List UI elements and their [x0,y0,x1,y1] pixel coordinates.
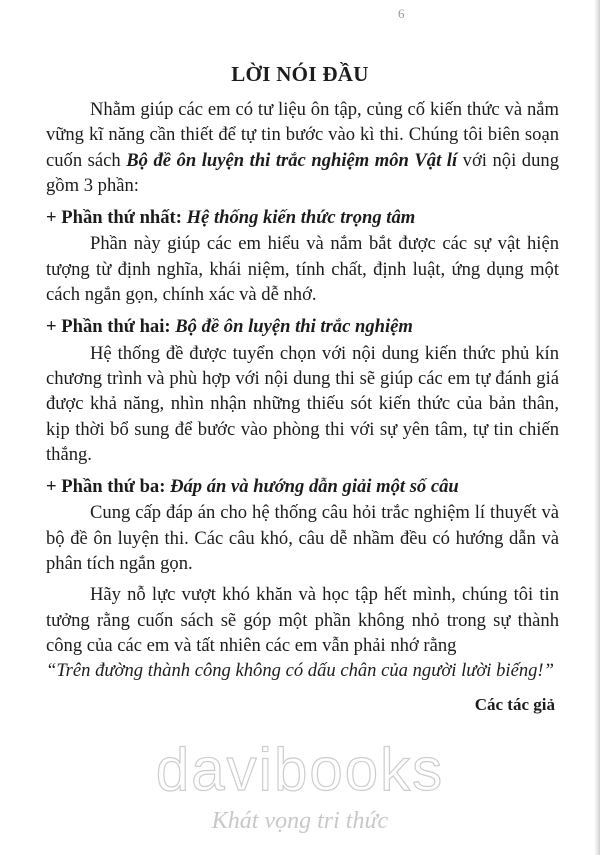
intro-tail: với nội dung gồm 3 phần: [46,149,559,196]
section-1-label: + Phần thứ nhất: [46,207,182,229]
author-signature: Các tác giả [474,694,555,714]
watermark-brand: davibooks [155,736,445,803]
closing-quote: “Trên đường thành công không có dấu chân của người lười biếng!” [46,660,554,682]
section-2-body: Hệ thống đề được tuyển chọn với nội dung kiến thức phủ kín chương trình và phù hợp với nội dung thi sẽ giúp các em tự đánh giá được khả năng, nhìn nhận những thiếu sót kiến thức của bản thân, kịp thời bổ sung để bước vào phòng thi với sự yên tâm, tự tin chiến thắng. [46,342,559,465]
section-3-heading [46,474,559,499]
section-3-title: Đáp án và hướng dẫn giải một số câu [170,476,459,498]
section-2-title: Bộ đề ôn luyện thi trắc nghiệm [175,316,413,338]
section-3-body: Cung cấp đáp án cho hệ thống câu hỏi trắc nghiệm lí thuyết và bộ đề ôn luyện thi. Các câu khó, câu dễ nhầm đều có hướng dẫn và phân tích ngắn gọn. [46,502,559,575]
section-1-heading [46,205,559,230]
book-title: Bộ đề ôn luyện thi trắc nghiệm môn Vật lí [126,149,458,171]
page-title: LỜI NÓI ĐẦU [231,62,369,86]
section-3-label: + Phần thứ ba: [46,476,166,498]
section-1-body: Phần này giúp các em hiểu và nắm bắt được các sự vật hiện tượng từ định nghĩa, khái niệm, tính chất, định luật, ứng dụng một cách ngắn gọn, chính xác và dễ nhớ. [46,233,559,306]
section-1-title: Hệ thống kiến thức trọng tâm [186,207,416,229]
intro-paragraph [46,97,559,198]
watermark-logo [130,730,470,840]
section-2-heading [46,314,559,339]
section-2-label: + Phần thứ hai: [46,316,171,338]
watermark-slogan: Khát vọng tri thức [211,808,389,834]
page-edge [594,0,600,855]
intro-text: Nhằm giúp các em có tư liệu ôn tập, củng cố kiến thức và nắm vững kĩ năng cần thiết để tự tin bước vào kì thi. Chúng tôi biên soạn cuốn sách [46,99,559,171]
document-body [46,97,559,717]
page-number: 6 [398,6,405,21]
closing-paragraph: Hãy nỗ lực vượt khó khăn và học tập hết mình, chúng tôi tin tưởng rằng cuốn sách sẽ góp một phần không nhỏ trong sự thành công của các em và tất nhiên các em vẫn phải nhớ rằng [46,584,559,656]
